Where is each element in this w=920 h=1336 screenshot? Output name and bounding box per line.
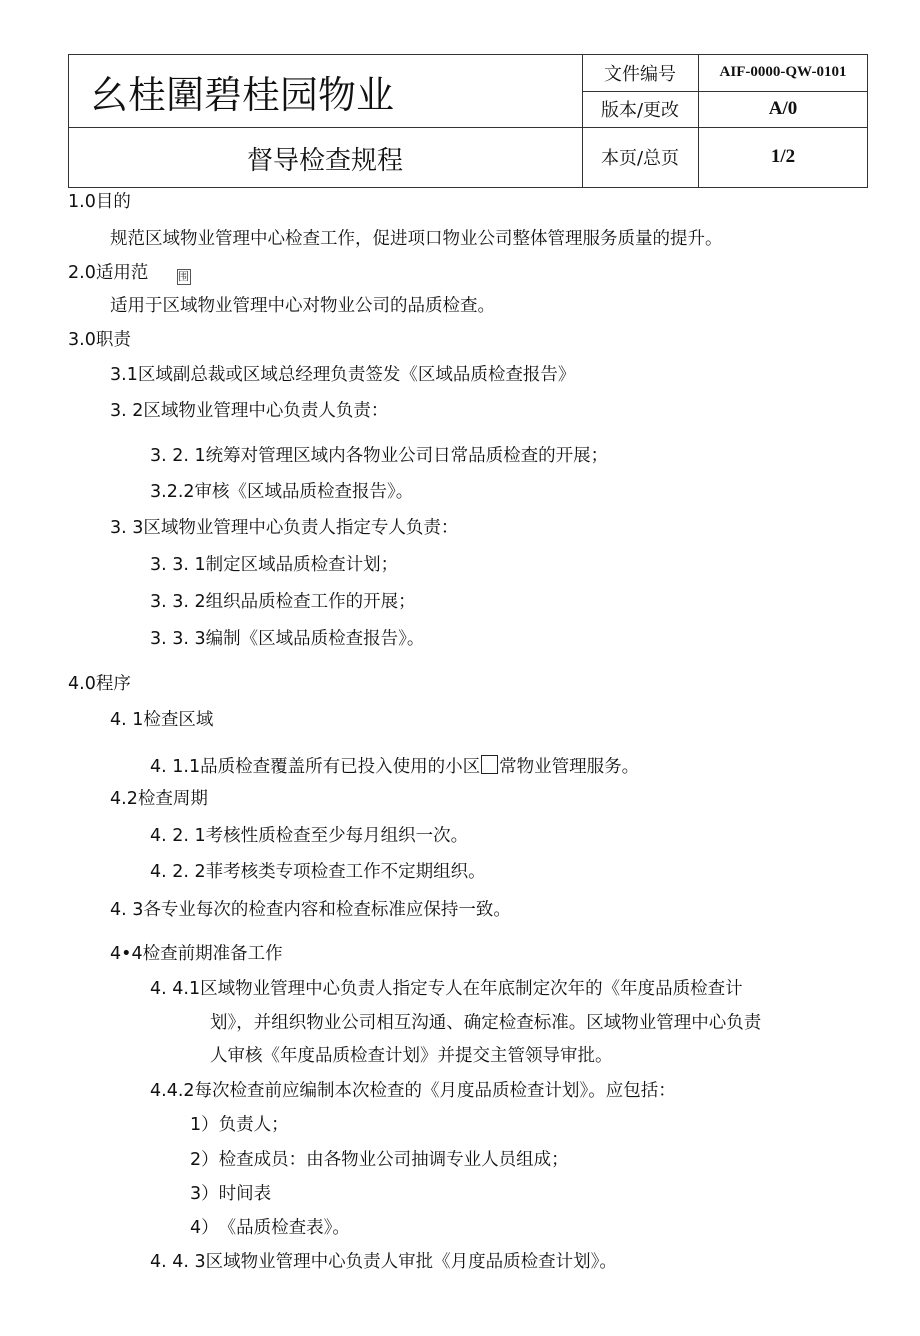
clause-3-2-2: 3.2.2审核《区域品质检查报告》。 xyxy=(150,482,414,502)
page-value: 1/2 xyxy=(770,146,796,167)
clause-3-2: 3. 2区域物业管理中心负责人负责： xyxy=(110,401,389,421)
clause-3-3: 3. 3区域物业管理中心负责人指定专人负责： xyxy=(110,518,459,538)
section-1-heading: 1.0目的 xyxy=(68,192,131,212)
section-2-heading-text: 2.0适用范 xyxy=(68,263,149,283)
version-value: A/0 xyxy=(768,98,798,119)
section-1-text: 规范区域物业管理中心检查工作，促进项口物业公司整体管理服务质量的提升。 xyxy=(110,229,723,249)
clause-4-2-1: 4. 2. 1考核性质检查至少每月组织一次。 xyxy=(150,826,469,846)
company-name: 幺桂圍碧桂园物业 xyxy=(90,72,395,117)
clause-3-3-1: 3. 3. 1制定区域品质检查计划； xyxy=(150,555,399,575)
document-title: 督导检查规程 xyxy=(246,145,403,176)
list-item-4: 4） 《品质检查表》。 xyxy=(190,1218,350,1238)
clause-4-4-3: 4. 4. 3区域物业管理中心负责人审批《月度品质检查计划》。 xyxy=(150,1252,617,1272)
clause-4-2: 4.2检查周期 xyxy=(110,789,208,809)
file-number-label: 文件编号 xyxy=(604,63,676,85)
clause-4-1-1-text-a: 4. 1.1品质检查覆盖所有已投入使用的小区 xyxy=(150,757,481,777)
file-number-value: AIF-0000-QW-0101 xyxy=(719,64,847,80)
list-item-1: 1）负责人； xyxy=(190,1115,289,1135)
clause-4-2-2: 4. 2. 2菲考核类专项检查工作不定期组织。 xyxy=(150,862,486,882)
list-item-3: 3）时间表 xyxy=(190,1184,272,1204)
clause-3-2-1: 3. 2. 1统筹对管理区域内各物业公司日常品质检查的开展； xyxy=(150,446,609,466)
clause-4-4-1-line-3: 人审核《年度品质检查计划》并提交主管领导审批。 xyxy=(210,1046,613,1066)
version-label: 版本/更改 xyxy=(600,100,680,121)
document-header-table xyxy=(68,54,868,188)
list-item-2: 2）检查成员：由各物业公司抽调专业人员组成； xyxy=(190,1150,569,1170)
clause-4-1: 4. 1检查区域 xyxy=(110,710,214,730)
clause-4-4: 4•4检查前期准备工作 xyxy=(110,944,283,964)
clause-4-4-1-line-1: 4. 4.1区域物业管理中心负责人指定专人在年底制定次年的《年度品质检查计 xyxy=(150,979,743,999)
clause-3-1: 3.1区域副总裁或区域总经理负责签发《区域品质检查报告》 xyxy=(110,365,576,385)
section-2-heading-tail: 围 xyxy=(178,270,189,283)
clause-3-3-2: 3. 3. 2组织品质检查工作的开展； xyxy=(150,592,416,612)
clause-4-1-1-text-b: 常物业管理服务。 xyxy=(499,757,640,777)
section-4-heading: 4.0程序 xyxy=(68,674,131,694)
section-2-heading xyxy=(68,262,192,285)
clause-4-3: 4. 3各专业每次的检查内容和检查标准应保持一致。 xyxy=(110,900,511,920)
clause-4-4-2: 4.4.2每次检查前应编制本次检查的《月度品质检查计划》。应包括： xyxy=(150,1081,676,1101)
clause-3-3-3: 3. 3. 3编制《区域品质检查报告》。 xyxy=(150,629,425,649)
section-3-heading: 3.0职责 xyxy=(68,330,131,350)
clause-4-4-1-line-2: 划》，并组织物业公司相互沟通、确定检查标准。区域物业管理中心负责 xyxy=(210,1013,762,1033)
section-2-text: 适用于区域物业管理中心对物业公司的品质检查。 xyxy=(110,296,495,316)
clause-4-1-1 xyxy=(150,755,639,778)
page-label: 本页/总页 xyxy=(600,148,680,169)
missing-glyph-box xyxy=(481,755,498,774)
